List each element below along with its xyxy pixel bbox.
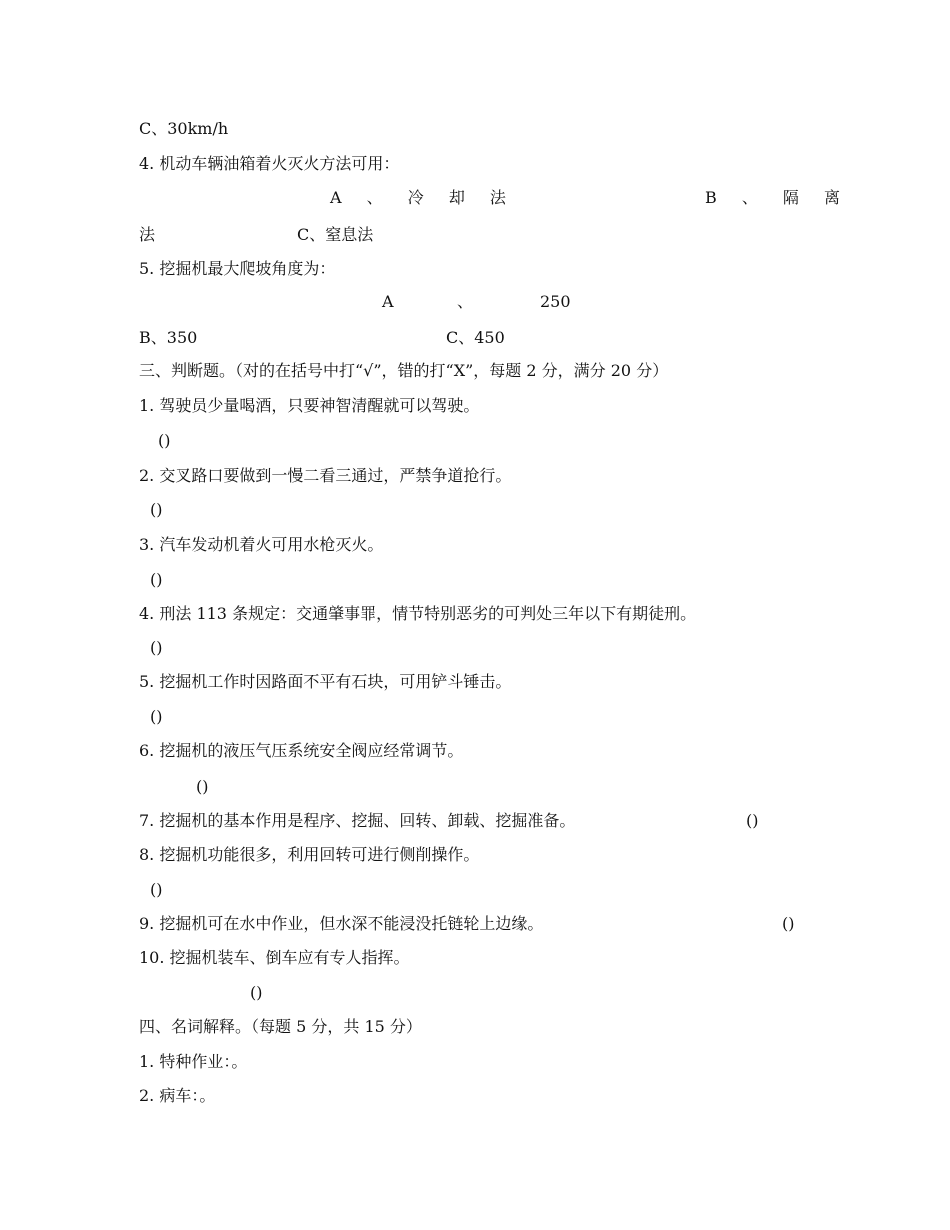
tf-item-4: 4. 刑法 113 条规定：交通肇事罪，情节特别恶劣的可判处三年以下有期徒刑。 — [139, 604, 697, 623]
q5-question: 5. 挖掘机最大爬坡角度为： — [139, 259, 336, 278]
q4-option-a: A 、 冷 却 法 — [330, 188, 516, 207]
tf-item-8: 8. 挖掘机功能很多，利用回转可进行侧削操作。 — [139, 845, 480, 864]
q4-option-b-cont: 法 — [139, 225, 156, 244]
q3-option-c: C、30km/h — [139, 119, 229, 138]
tf-item-9: 9. 挖掘机可在水中作业，但水深不能浸没托链轮上边缘。 — [139, 914, 544, 933]
tf-blank-4: () — [150, 638, 163, 657]
tf-item-7: 7. 挖掘机的基本作用是程序、挖掘、回转、卸载、挖掘准备。 — [139, 811, 576, 830]
section4-heading: 四、名词解释。（每题 5 分，共 15 分） — [139, 1017, 422, 1036]
tf-item-3: 3. 汽车发动机着火可用水枪灭火。 — [139, 535, 384, 554]
tf-blank-1: () — [158, 431, 171, 450]
tf-item-10: 10. 挖掘机装车、倒车应有专人指挥。 — [139, 948, 410, 967]
tf-blank-10: () — [250, 983, 263, 1002]
tf-item-2: 2. 交叉路口要做到一慢二看三通过，严禁争道抢行。 — [139, 466, 512, 485]
tf-blank-6: () — [196, 777, 209, 796]
q5-option-c: C、450 — [446, 328, 505, 347]
q5-option-a-value: 250 — [540, 292, 571, 311]
tf-blank-2: () — [150, 500, 163, 519]
q5-option-a-sep: 、 — [457, 292, 474, 311]
tf-blank-7: () — [746, 811, 759, 830]
term-item-1: 1. 特种作业：。 — [139, 1052, 248, 1071]
term-item-2: 2. 病车：。 — [139, 1086, 216, 1105]
q4-option-b: B 、 隔 离 — [705, 188, 851, 207]
q5-option-a-letter: A — [382, 292, 394, 311]
q4-option-c: C、窒息法 — [297, 225, 374, 244]
tf-item-1: 1. 驾驶员少量喝酒，只要神智清醒就可以驾驶。 — [139, 396, 480, 415]
tf-item-6: 6. 挖掘机的液压气压系统安全阀应经常调节。 — [139, 741, 464, 760]
q5-option-b: B、350 — [139, 328, 198, 347]
tf-blank-3: () — [150, 570, 163, 589]
tf-blank-9: () — [782, 914, 795, 933]
section3-heading: 三、判断题。（对的在括号中打“√”，错的打“X”，每题 2 分，满分 20 分） — [139, 361, 669, 380]
tf-blank-8: () — [150, 880, 163, 899]
tf-blank-5: () — [150, 707, 163, 726]
tf-item-5: 5. 挖掘机工作时因路面不平有石块，可用铲斗锤击。 — [139, 672, 512, 691]
q4-question: 4. 机动车辆油箱着火灭火方法可用： — [139, 154, 400, 173]
